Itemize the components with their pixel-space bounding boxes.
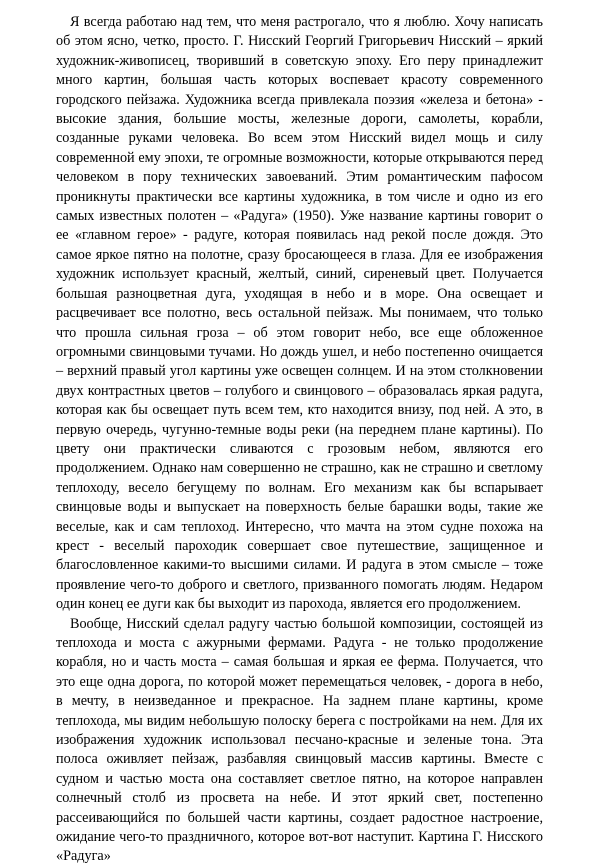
- paragraph-1: Я всегда работаю над тем, что меня растрогало, что я люблю. Хочу написать об этом ясно, четко, просто. Г. Нисский Георгий Григорьевич Нисский – яркий художник-живописец, творивший в советскую эпоху. Его перу принадлежит много картин, большая часть которых воспевает красоту современного городского пейзажа. Художника всегда привлекала поэзия «железа и бетона» - высокие здания, большие мосты, железные дороги, самолеты, корабли, созданные руками человека. Во всем этом Нисский видел мощь и силу современной ему эпохи, те огромные возможности, которые открываются перед человеком в пору технических завоеваний. Этим романтическим пафосом проникнуты практически все картины художника, в том числе и одно из его самых известных полотен – «Радуга» (1950). Уже название картины говорит о ее «главном герое» - радуге, которая появилась над рекой после дождя. Это самое яркое пятно на полотне, сразу бросающееся в глаза. Для ее изображения художник использует красный, желтый, синий, сиреневый цвет. Получается большая разноцветная дуга, уходящая в небо и в море. Она освещает и расцвечивает все полотно, весь остальной пейзаж. Мы понимаем, что только что прошла сильная гроза – об этом говорит небо, все еще обложенное огромными свинцовыми тучами. Но дождь ушел, и небо постепенно очищается – верхний правый угол картины уже освещен солнцем. И на этом столкновении двух контрастных цветов – голубого и свинцового – образовалась яркая радуга, которая как бы освещает путь всем тем, кто находится внизу, под ней. А это, в первую очередь, чугунно-темные воды реки (на переднем плане картины). По цвету они практически сливаются с грозовым небом, являются его продолжением. Однако нам совершенно не страшно, как не страшно и светлому теплоходу, весело бегущему по волнам. Его механизм как бы вспарывает свинцовые воды и выпускает на поверхность белые барашки воды, такие же веселые, как и сам теплоход. Интересно, что мачта на этом судне похожа на крест - веселый пароходик совершает свое путешествие, защищенное и благословленное какими-то высшими силами. И радуга в этом смысле – тоже проявление чего-то доброго и светлого, призванного помогать людям. Недаром один конец ее дуги как бы выходит из парохода, является его продолжением.: [56, 14, 543, 613]
- essay-text: [56, 13, 543, 867]
- paragraph-2: Вообще, Нисский сделал радугу частью большой композиции, состоящей из теплохода и моста с ажурными фермами. Радуга - не только продолжение корабля, но и часть моста – самая большая и яркая ее ферма. Получается, что это еще одна дорога, по которой может перемещаться человек, - дорога в небо, в мечту, в неизведанное и прекрасное. На заднем плане картины, кроме теплохода, мы видим небольшую полоску берега с постройками на нем. Для их изображения художник использовал песчано-красные и зеленые тона. Эта полоса оживляет пейзаж, разбавляя свинцовый массив картины. Вместе с судном и частью моста она составляет светлое пятно, на которое направлен солнечный столб из просвета на небе. И этот яркий свет, постепенно рассеивающийся по большей части картины, создает радостное настроение, ожидание чего-то праздничного, которое вот-вот наступит. Картина Г. Нисского «Радуга»: [56, 615, 543, 865]
